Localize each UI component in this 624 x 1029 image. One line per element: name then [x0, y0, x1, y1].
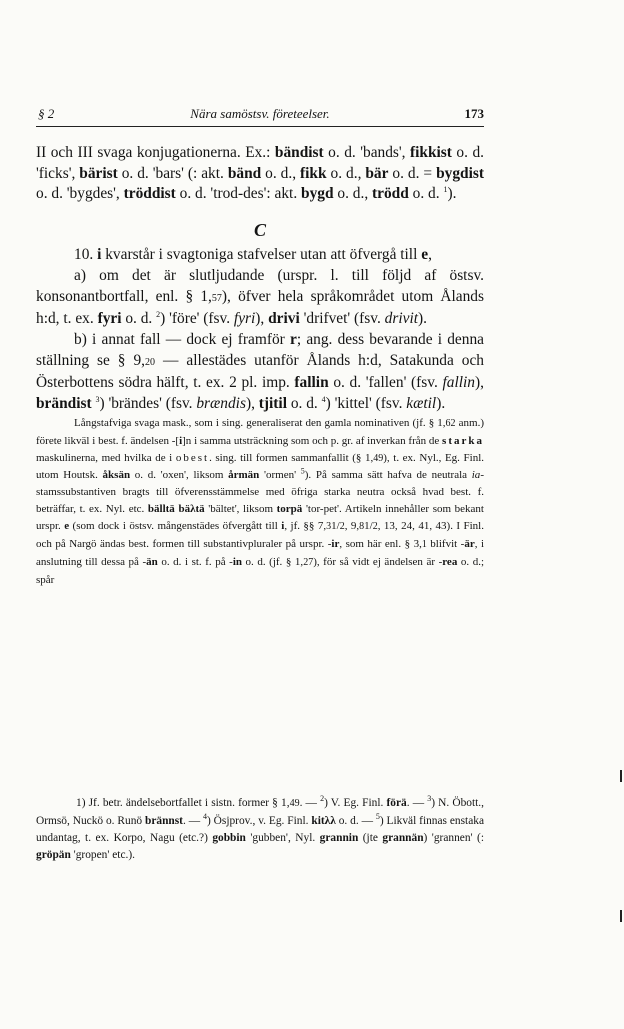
scan-edge-mark: [620, 910, 622, 922]
main-text: [36, 143, 484, 589]
paragraph-10: 10. i kvarstår i svagtoniga stafvelser utan att öfvergå till e,: [74, 246, 432, 264]
header-rule: [36, 126, 484, 127]
paragraph-10a: a) om det är slutljudande (urspr. l. till följd af östsv. konsonantbortfall, enl. § 1,57), öfver hela språkområdet utom Ålands h:d, t. ex. fyri o. d. $^2$) 'före' (fsv. fyri), drivi 'drifvet' (fsv. drivit).: [36, 266, 484, 328]
paragraph-10b: b) i annat fall — dock ej framför r; ang. dess bevarande i denna ställning se § 9,20 — allestädes utanför Ålands h:d, Satakunda och Österbottens södra hälft, t. ex. 2 pl. imp. fallin o. d. 'fallen' (fsv. fallin), brändist $^3$) 'brändes' (fsv. brændis), tjitil o. d. $^4$) 'kittel' (fsv. kætil).: [36, 330, 484, 413]
footnotes: [36, 795, 484, 864]
paragraph-conjugations: II och III svaga konjugationerna. Ex.: bändist o. d. 'bands', fikkist o. d. 'ficks', bärist o. d. 'bars' (: akt. bänd o. d., fikk o. d., bär o. d. = bygdist o. d. 'bygdes', tröddist o. d. 'trod-des': akt. bygd o. d., trödd o. d. $^1$).: [36, 144, 484, 203]
section-reference: § 2: [38, 106, 55, 121]
running-header: [36, 106, 484, 126]
page-number: 173: [464, 106, 484, 121]
footnote-block: 1) Jf. betr. ändelsebortfallet i sistn. former § 1,49. — $^2$) V. Eg. Finl. förä. — $^3$) N. Öbott., Ormsö, Nuckö o. Runö brännst. — $^4$) Ösjprov., v. Eg. Finl. kitλλ o. d. — $^5$) Likväl finnas enstaka undantag, t. ex. Korpo, Nagu (etc.?) gobbin 'gubben', Nyl. grannin (jte grannän) 'grannen' (: gröpän 'gropen' etc.).: [36, 794, 485, 861]
section-letter: C: [253, 220, 266, 241]
scan-edge-mark: [620, 770, 622, 782]
paragraph-small-print: Långstafviga svaga mask., som i sing. generaliserat den gamla nominativen (jf. § 1,62 anm.) förete likväl i best. f. ändelsen -[i]n i samma utsträckning som och p. gr. af inverkan från de starka maskulinerna, med hvilka de i obest. sing. till formen sammanfallit (§ 1,49), t. ex. Nyl., Eg. Finl. utom Houtsk. åksän o. d. 'oxen', liksom årmän 'ormen' $^5$). På samma sätt hafva de neutrala ia-stamssubstantiven bragts till öfverensstämmelse med öfriga starka neutra också hvad best. f. beträffar, t. ex. Nyl. etc. bälltä bäλtä 'bältet', liksom torpä 'tor-pet'. Artikeln innehåller som bekant urspr. e (som dock i östsv. mångenstädes öfvergått till i, jf. §§ 7,31/2, 9,81/2, 13, 24, 41, 43). I Finl. och på Nargö ändas best. formen till substantivpluraler på urspr. -ir, som här enl. § 3,1 blifvit -är, i anslutning till dessa på -än o. d. i st. f. på -in o. d. (jf. § 1,27), för så vidt ej ändelsen är -rea o. d.; spår: [36, 416, 485, 586]
running-title: Nära samöstsv. företeelser.: [190, 106, 330, 121]
